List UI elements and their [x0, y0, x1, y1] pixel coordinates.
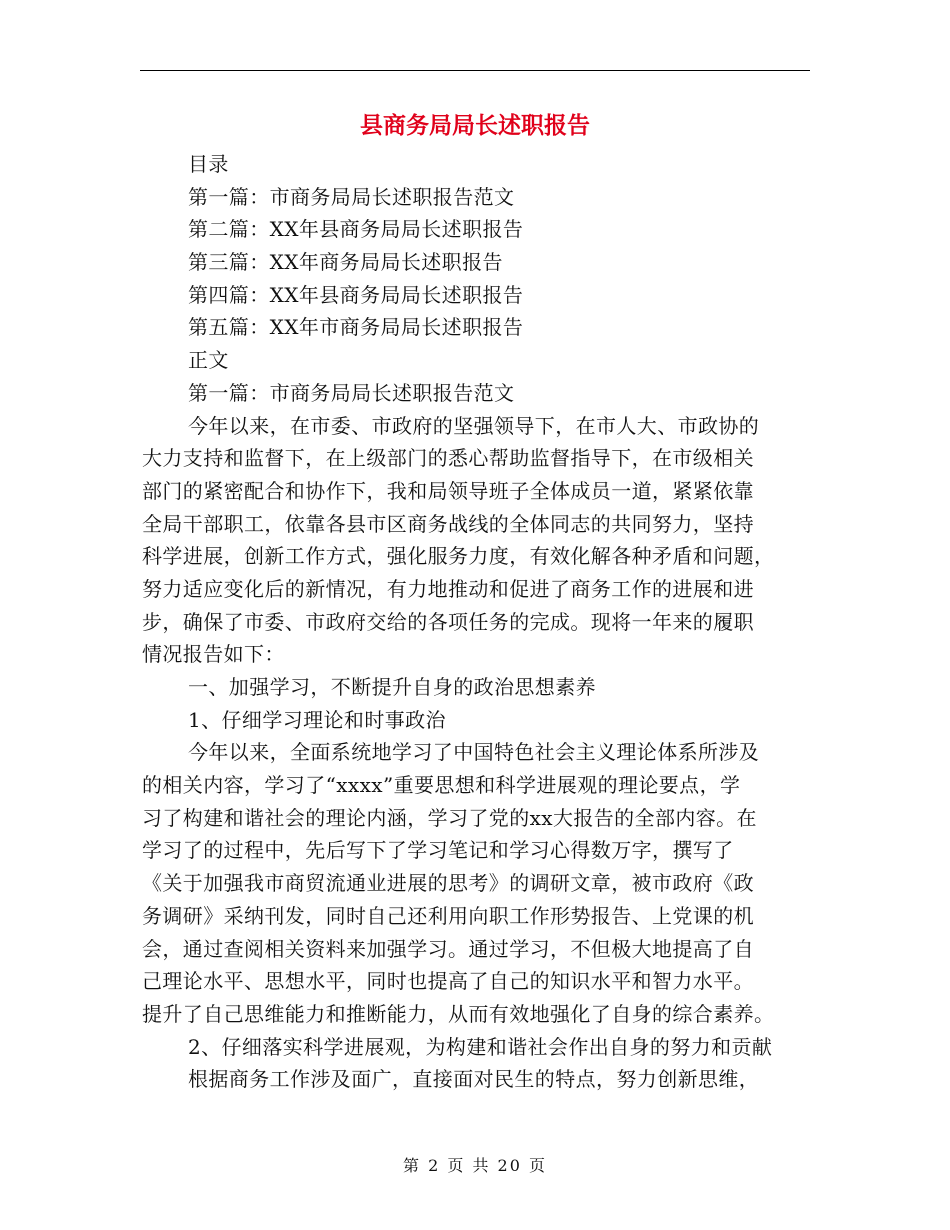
toc-item: 第三篇：XX年商务局局长述职报告 — [188, 250, 503, 275]
body-heading: 正文 — [188, 348, 229, 373]
body-line: 学习了的过程中，先后写下了学习笔记和学习心得数万字，撰写了 — [142, 838, 734, 863]
body-line: 部门的紧密配合和协作下，我和局领导班子全体成员一道，紧紧依靠 — [142, 478, 754, 503]
footer-page-total: 20 — [497, 1156, 522, 1175]
body-text — [142, 410, 810, 1096]
body-line: 会，通过查阅相关资料来加强学习。通过学习，不但极大地提高了自 — [142, 936, 754, 961]
body-line: 努力适应变化后的新情况，有力地推动和促进了商务工作的进展和进 — [142, 576, 754, 601]
toc-heading: 目录 — [188, 152, 229, 176]
body-line: 根据商务工作涉及面广，直接面对民生的特点，努力创新思维， — [188, 1067, 760, 1092]
toc-item: 第二篇：XX年县商务局局长述职报告 — [188, 217, 524, 242]
body-line: 全局干部职工，依靠各县市区商务战线的全体同志的共同努力，坚持 — [142, 511, 754, 536]
body-line: 科学进展，创新工作方式，强化服务力度，有效化解各种矛盾和问题， — [142, 544, 775, 569]
body-line: 的相关内容，学习了“xxxx”重要思想和科学进展观的理论要点，学 — [142, 773, 741, 798]
chapter-title: 第一篇：市商务局局长述职报告范文 — [188, 380, 515, 405]
footer-middle: 页 共 — [447, 1156, 491, 1175]
body-line: 步，确保了市委、市政府交给的各项任务的完成。现将一年来的履职 — [142, 609, 754, 634]
page-footer — [0, 1154, 950, 1178]
body-line: 1、仔细学习理论和时事政治 — [188, 707, 446, 732]
body-line: 己理论水平、思想水平，同时也提高了自己的知识水平和智力水平。 — [142, 969, 754, 994]
toc-item: 第五篇：XX年市商务局局长述职报告 — [188, 315, 524, 340]
body-line: 2、仔细落实科学进展观，为构建和谐社会作出自身的努力和贡献 — [188, 1034, 773, 1059]
toc-item: 第一篇：市商务局局长述职报告范文 — [188, 184, 515, 209]
body-line: 务调研》采纳刊发，同时自己还利用向职工作形势报告、上党课的机 — [142, 903, 754, 928]
body-line: 今年以来，全面系统地学习了中国特色社会主义理论体系所涉及 — [188, 740, 760, 765]
body-line: 提升了自己思维能力和推断能力，从而有效地强化了自身的综合素养。 — [142, 1001, 775, 1026]
toc-item: 第四篇：XX年县商务局局长述职报告 — [188, 282, 524, 307]
footer-prefix: 第 — [402, 1156, 421, 1175]
body-line: 情况报告如下： — [142, 642, 285, 667]
footer-suffix: 页 — [529, 1156, 548, 1175]
footer-page-number: 2 — [428, 1156, 441, 1175]
document-title: 县商务局局长述职报告 — [360, 113, 590, 139]
body-line: 《关于加强我市商贸流通业进展的思考》的调研文章，被市政府《政 — [142, 871, 754, 896]
header-rule — [140, 70, 810, 71]
body-line: 一、加强学习，不断提升自身的政治思想素养 — [188, 675, 596, 699]
body-line: 习了构建和谐社会的理论内涵，学习了党的xx大报告的全部内容。在 — [142, 805, 757, 830]
body-line: 大力支持和监督下，在上级部门的悉心帮助监督指导下，在市级相关 — [142, 446, 754, 471]
body-line: 今年以来，在市委、市政府的坚强领导下，在市人大、市政协的 — [188, 413, 760, 438]
document-body — [142, 148, 810, 1096]
